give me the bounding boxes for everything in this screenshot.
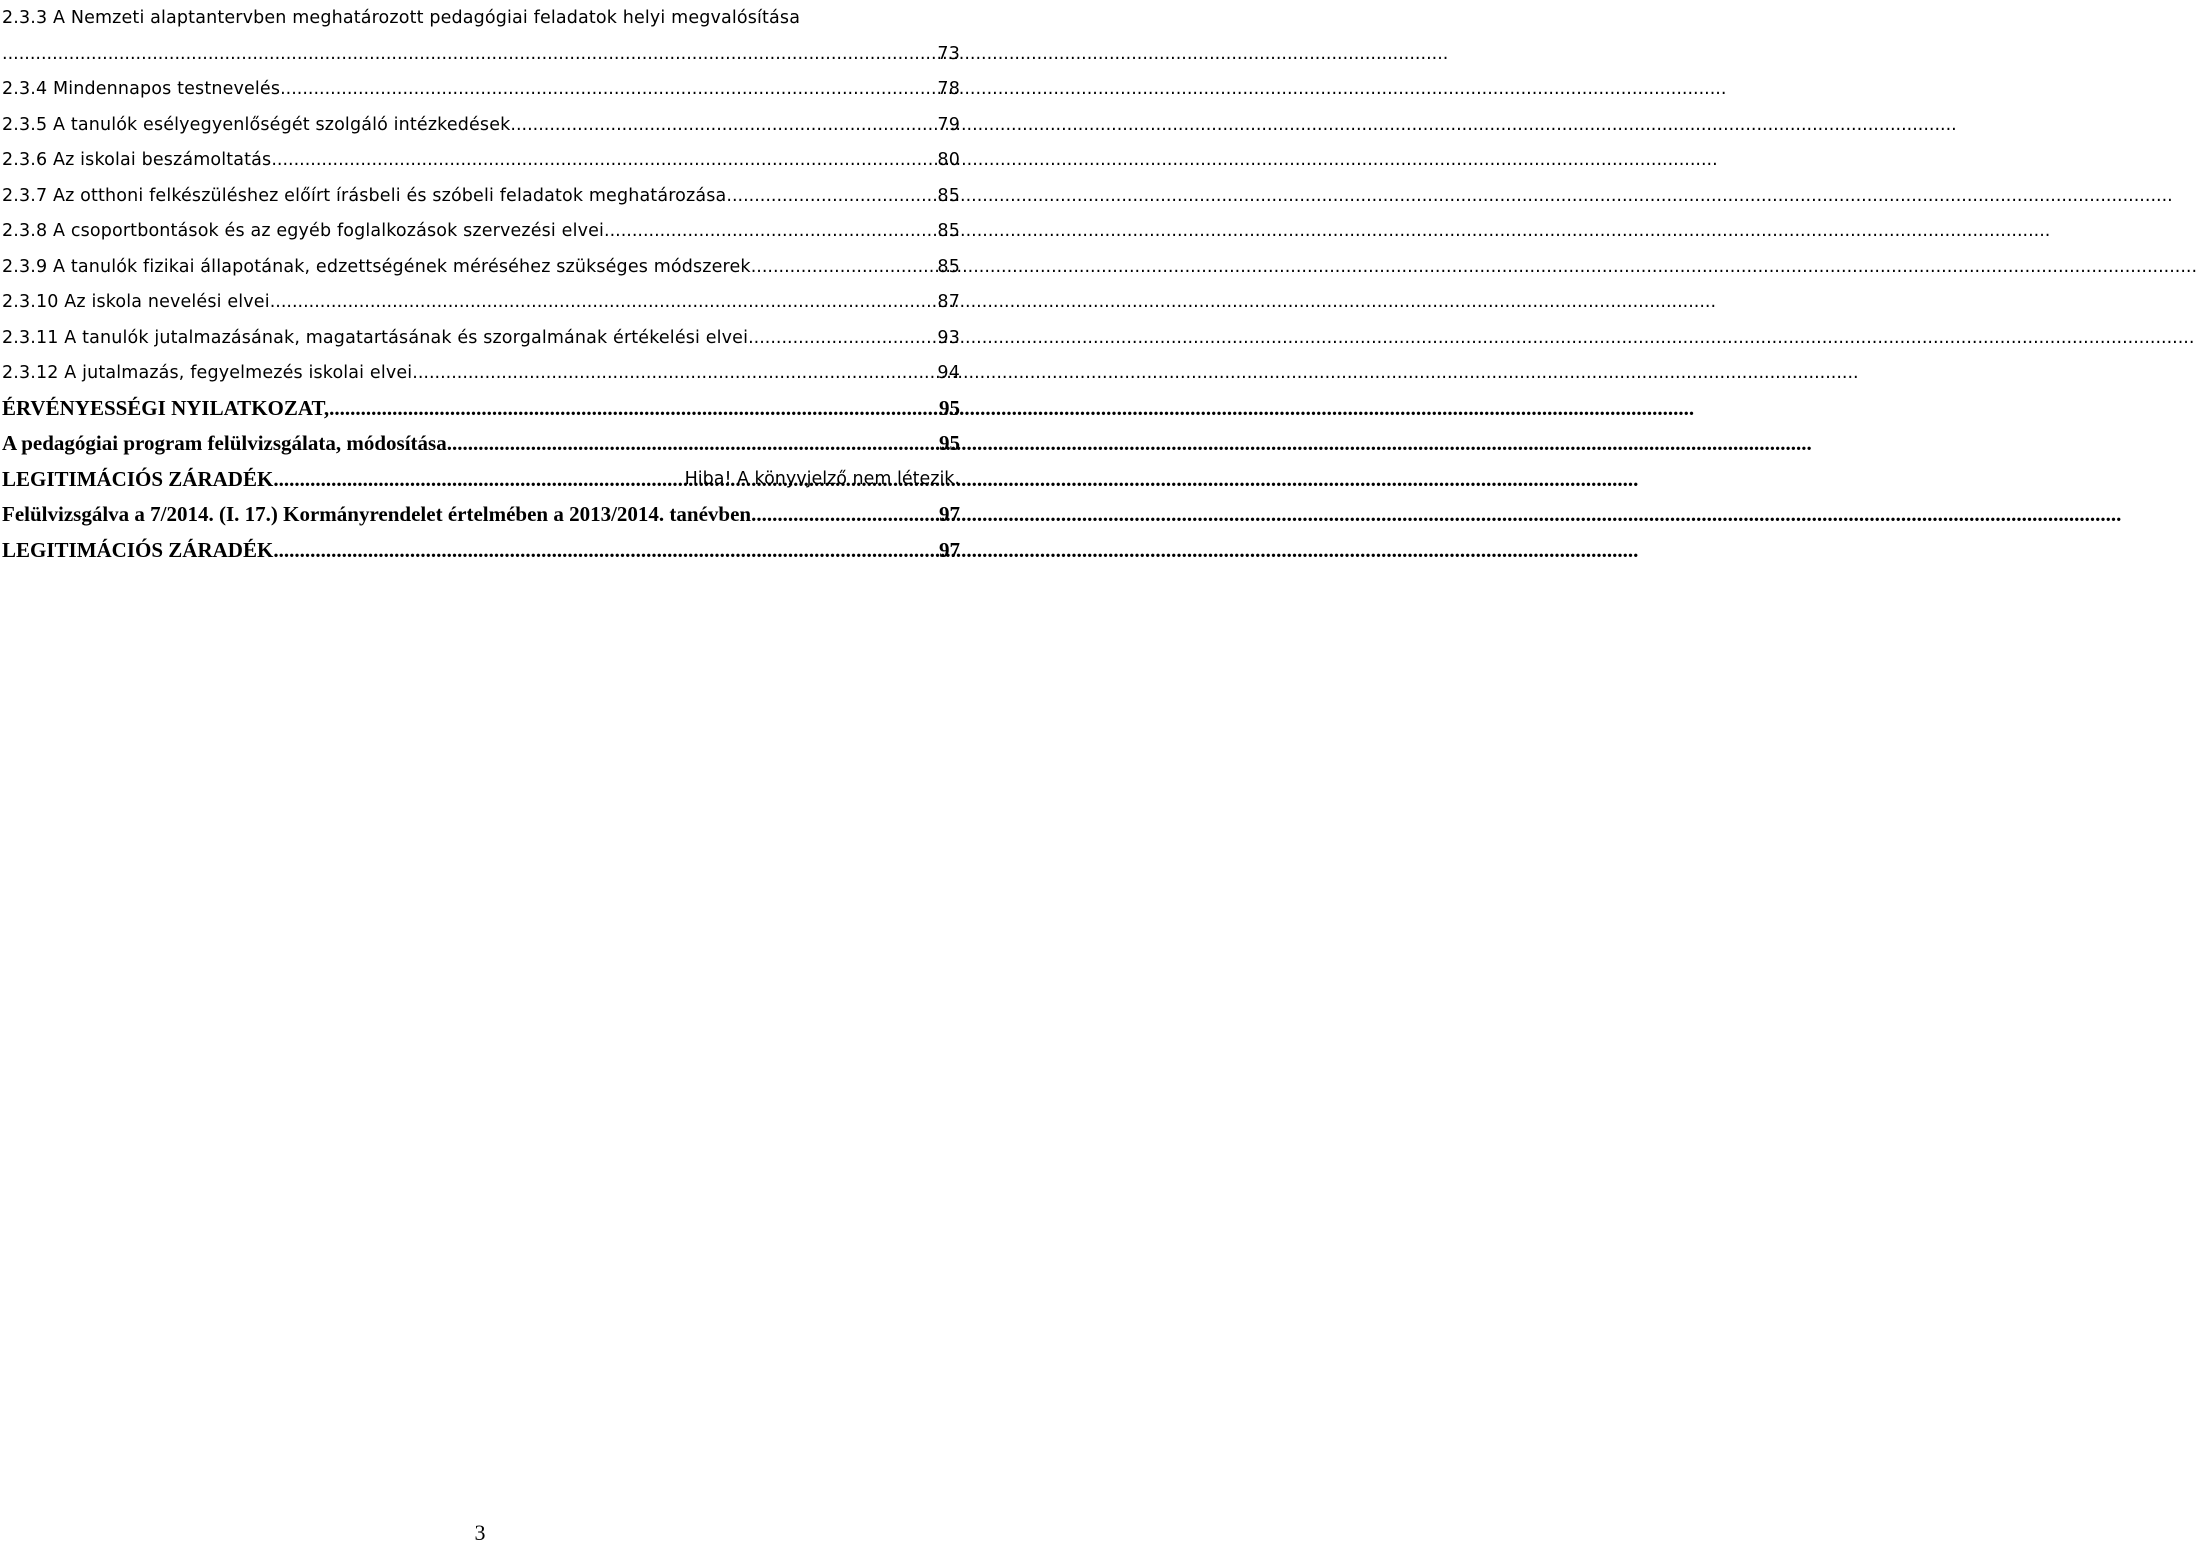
toc-dot-leader — [604, 219, 934, 243]
toc-page-number: 80 — [937, 150, 960, 170]
toc-page-number: 79 — [937, 114, 960, 135]
toc-dot-leader — [2, 42, 934, 66]
toc-page-number: 87 — [937, 292, 960, 312]
toc-main-entry[interactable] — [2, 456, 960, 492]
toc-page-number: 78 — [937, 79, 960, 99]
toc-entry-title: 2.3.9 A tanulók fizikai állapotának, edzettségének méréséhez szükséges módszerek — [2, 256, 751, 277]
toc-entry-title: 2.3.3 A Nemzeti alaptantervben meghatározott pedagógiai feladatok helyi megvalósítása — [2, 8, 801, 28]
toc-dot-leader — [726, 184, 934, 208]
toc-entry[interactable] — [2, 279, 960, 315]
toc-dot-leader — [329, 395, 936, 421]
toc-entry-title: A pedagógiai program felülvizsgálata, módosítása — [2, 431, 447, 455]
toc-bookmark-error: Hiba! A könyvjelző nem létezik. — [684, 468, 960, 489]
toc-entry-title: 2.3.10 Az iskola nevelési elvei — [2, 292, 270, 312]
toc-entry[interactable] — [2, 350, 960, 386]
toc-main-entry[interactable] — [2, 421, 960, 457]
toc-dot-leader — [748, 326, 934, 350]
toc-entry-title: 2.3.11 A tanulók jutalmazásának, magatartásának és szorgalmának értékelési elvei — [2, 327, 749, 348]
toc-dot-leader — [273, 537, 936, 563]
toc-entry[interactable] — [2, 314, 960, 350]
toc-entry[interactable] — [2, 101, 960, 137]
toc-page-number: 85 — [937, 256, 960, 277]
toc-entry-title: 2.3.12 A jutalmazás, fegyelmezés iskolai elvei — [2, 363, 413, 383]
toc-page-number: 97 — [939, 502, 960, 526]
toc-dot-leader — [447, 430, 936, 456]
toc-dot-leader — [280, 77, 934, 101]
toc-entry[interactable] — [2, 66, 960, 102]
toc-main-entry[interactable] — [2, 527, 960, 563]
toc-dot-leader — [271, 148, 934, 172]
toc-page-number: 73 — [937, 43, 960, 64]
toc-entry[interactable] — [2, 208, 960, 244]
toc-entry-title: LEGITIMÁCIÓS ZÁRADÉK — [2, 537, 274, 562]
toc-page-number: 93 — [937, 327, 960, 348]
toc-entry-title: 2.3.6 Az iskolai beszámoltatás — [2, 150, 272, 170]
toc-page-number: 95 — [939, 431, 960, 455]
toc-page-number: 94 — [937, 363, 960, 383]
table-of-contents — [2, 0, 960, 563]
toc-dot-leader — [270, 290, 935, 314]
toc-entry[interactable] — [2, 137, 960, 173]
toc-entry-title: 2.3.8 A csoportbontások és az egyéb foglalkozások szervezési elvei — [2, 221, 605, 241]
toc-entry-title: ÉRVÉNYESSÉGI NYILATKOZAT, — [2, 395, 330, 420]
toc-dot-leader — [756, 501, 936, 527]
toc-dot-leader — [510, 113, 934, 137]
toc-dot-leader — [273, 466, 681, 492]
page-number: 3 — [474, 1520, 486, 1545]
toc-entry-title: LEGITIMÁCIÓS ZÁRADÉK — [2, 466, 274, 491]
toc-entry-title: 2.3.5 A tanulók esélyegyenlőségét szolgáló intézkedések — [2, 114, 511, 135]
toc-main-entry[interactable] — [2, 492, 960, 528]
toc-main-entry[interactable] — [2, 385, 960, 421]
toc-entry-title: 2.3.7 Az otthoni felkészüléshez előírt írásbeli és szóbeli feladatok meghatározása — [2, 185, 727, 206]
toc-page-number: 85 — [937, 185, 960, 206]
toc-page-number: 85 — [937, 221, 960, 241]
toc-entry-2-3-3-title — [2, 0, 960, 30]
toc-dot-leader — [751, 255, 935, 279]
toc-entry[interactable] — [2, 243, 960, 279]
toc-entry-title: 2.3.4 Mindennapos testnevelés — [2, 79, 281, 99]
toc-dot-leader — [412, 361, 934, 385]
toc-page-number: 97 — [939, 537, 960, 562]
toc-page-number: 95 — [939, 395, 960, 420]
toc-entry[interactable] — [2, 172, 960, 208]
toc-entry-2-3-3-continuation[interactable] — [2, 30, 960, 66]
toc-entry-title: Felülvizsgálva a 7/2014. (I. 17.) Kormányrendelet értelmében a 2013/2014. tanévben. — [2, 502, 757, 526]
